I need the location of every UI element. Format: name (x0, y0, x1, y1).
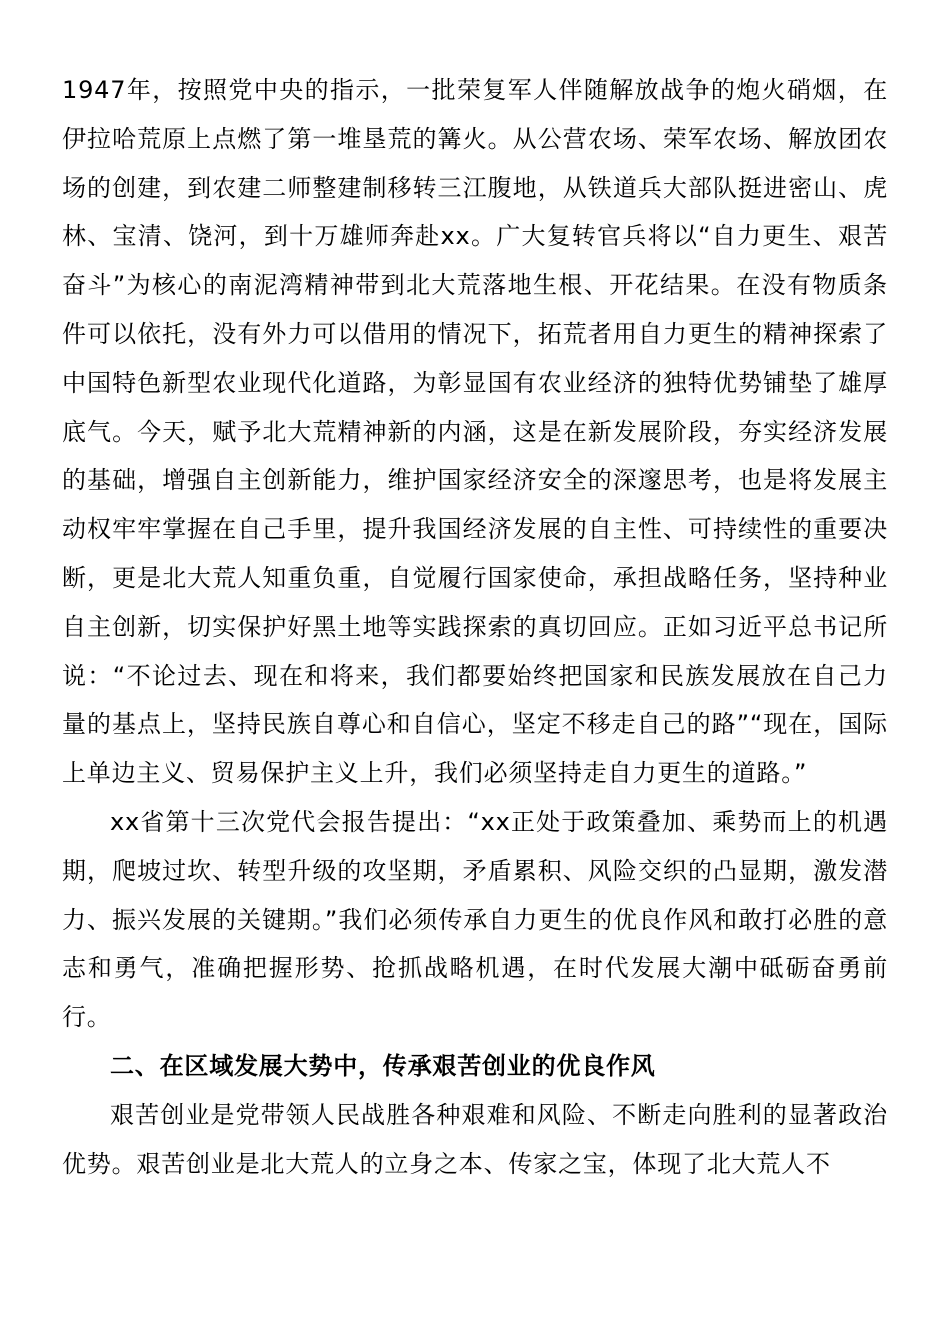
document-body (62, 66, 888, 1188)
paragraph-3: 艰苦创业是党带领人民战胜各种艰难和风险、不断走向胜利的显著政治优势。艰苦创业是北大荒人的立身之本、传家之宝，体现了北大荒人不 (62, 1100, 888, 1178)
section-heading-2: 二、在区域发展大势中，传承艰苦创业的优良作风 (110, 1051, 656, 1080)
paragraph-2: xx省第十三次党代会报告提出：“xx正处于政策叠加、乘势而上的机遇期，爬坡过坎、转型升级的攻坚期，矛盾累积、风险交织的凸显期，激发潜力、振兴发展的关键期。”我们必须传承自力更生的优良作风和敢打必胜的意志和勇气，准确把握形势、抢抓战略机遇，在时代发展大潮中砥砺奋勇前行。 (62, 807, 888, 1032)
paragraph-1: 1947年，按照党中央的指示，一批荣复军人伴随解放战争的炮火硝烟，在伊拉哈荒原上点燃了第一堆垦荒的篝火。从公营农场、荣军农场、解放团农场的创建，到农建二师整建制移转三江腹地，从铁道兵大部队挺进密山、虎林、宝清、饶河，到十万雄师奔赴xx。广大复转官兵将以“自力更生、艰苦奋斗”为核心的南泥湾精神带到北大荒落地生根、开花结果。在没有物质条件可以依托，没有外力可以借用的情况下，拓荒者用自力更生的精神探索了中国特色新型农业现代化道路，为彰显国有农业经济的独特优势铺垫了雄厚底气。今天，赋予北大荒精神新的内涵，这是在新发展阶段，夯实经济发展的基础，增强自主创新能力，维护国家经济安全的深邃思考，也是将发展主动权牢牢掌握在自己手里，提升我国经济发展的自主性、可持续性的重要决断，更是北大荒人知重负重，自觉履行国家使命，承担战略任务，坚持种业自主创新，切实保护好黑土地等实践探索的真切回应。正如习近平总书记所说：“不论过去、现在和将来，我们都要始终把国家和民族发展放在自己力量的基点上，坚持民族自尊心和自信心，坚定不移走自己的路”“现在，国际上单边主义、贸易保护主义上升，我们必须坚持走自力更生的道路。” (62, 76, 888, 788)
